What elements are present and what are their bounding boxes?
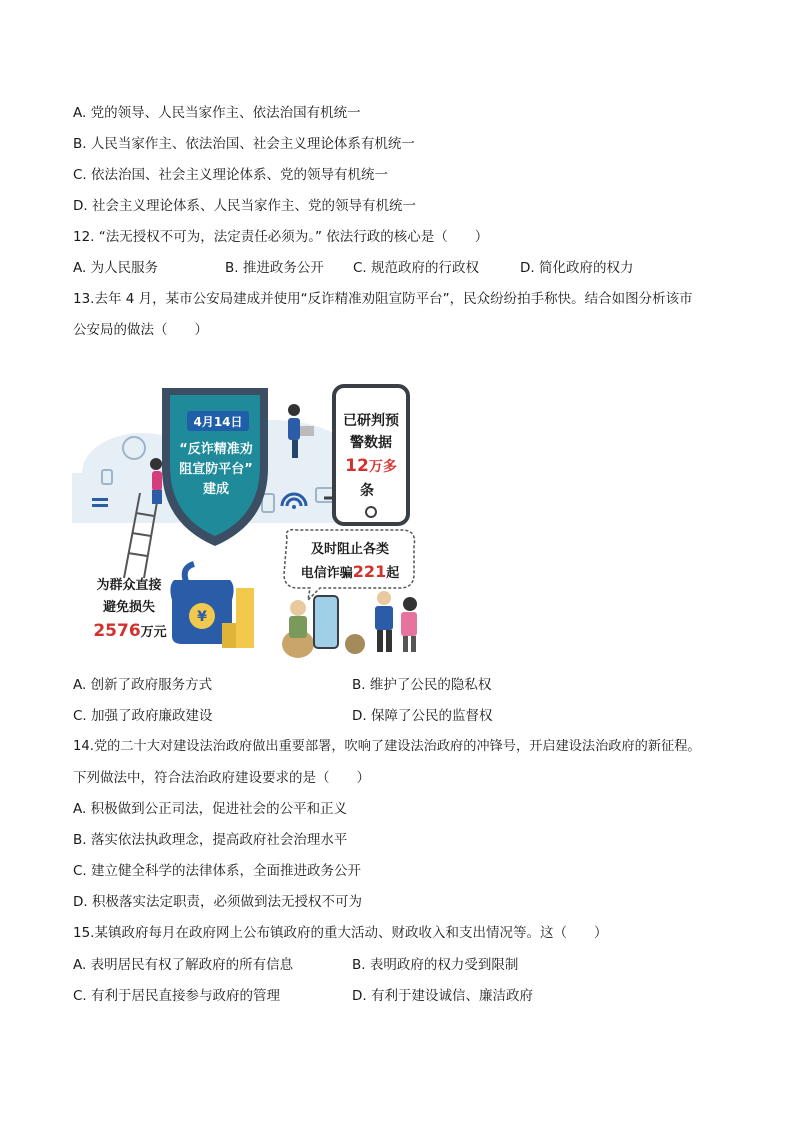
q14-stem-line2: 下列做法中，符合法治政府建设要求的是（ ） — [73, 770, 370, 786]
q15-option-a: A. 表明居民有权了解政府的所有信息 — [73, 957, 294, 973]
anti-fraud-infographic — [72, 378, 424, 663]
bubble-prefix: 电信诈骗 — [300, 566, 353, 581]
q14-stem-line1: 14.党的二十大对建设法治政府做出重要部署，吹响了建设法治政府的冲锋号，开启建设法治政府的新征程。 — [73, 739, 701, 754]
phone-number: 12 — [345, 456, 369, 476]
bubble-line2 — [286, 562, 414, 584]
q11-option-c: C. 依法治国、社会主义理论体系、党的领导有机统一 — [73, 167, 389, 183]
q15-option-d: D. 有利于建设诚信、廉洁政府 — [352, 988, 533, 1004]
q13-option-c: C. 加强了政府廉政建设 — [73, 708, 213, 724]
loss-unit: 万元 — [140, 625, 167, 640]
q12-option-c: C. 规范政府的行政权 — [353, 260, 480, 276]
q14-option-c: C. 建立健全科学的法律体系，全面推进政务公开 — [73, 863, 362, 879]
shield-line3: 建成 — [202, 482, 229, 497]
q11-option-b: B. 人民当家作主、依法治国、社会主义理论体系有机统一 — [73, 136, 415, 152]
q12-stem: 12. “法无授权不可为，法定责任必须为。” 依法行政的核心是（ ） — [73, 229, 489, 245]
shield-date: 4月14日 — [193, 415, 243, 429]
q13-option-b: B. 维护了公民的隐私权 — [352, 677, 492, 693]
q14-option-a: A. 积极做到公正司法，促进社会的公平和正义 — [73, 801, 348, 817]
q15-stem: 15.某镇政府每月在政府网上公布镇政府的重大活动、财政收入和支出情况等。这（ ） — [73, 925, 608, 941]
phone-line4: 条 — [360, 483, 374, 499]
q13-option-d: D. 保障了公民的监督权 — [352, 708, 493, 724]
q14-option-b: B. 落实依法执政理念，提高政府社会治理水平 — [73, 832, 348, 848]
shield-line2: 阻宣防平台” — [179, 462, 253, 477]
q14-option-d: D. 积极落实法定职责，必须做到法无授权不可为 — [73, 894, 362, 910]
svg-text:¥: ¥ — [197, 609, 207, 625]
q11-option-a: A. 党的领导、人民当家作主、依法治国有机统一 — [73, 105, 361, 121]
q11-option-d: D. 社会主义理论体系、人民当家作主、党的领导有机统一 — [73, 198, 416, 214]
bubble-line1: 及时阻止各类 — [310, 542, 389, 557]
loss-line2: 避免损失 — [102, 600, 155, 615]
shield-line1: “反诈精准劝 — [179, 442, 253, 457]
phone-unit: 万多 — [368, 459, 397, 475]
q13-stem-line1: 13.去年 4 月，某市公安局建成并使用“反诈精准劝阻宣防平台”，民众纷纷拍手称快。结合如图分析该市 — [73, 291, 693, 307]
q13-option-a: A. 创新了政府服务方式 — [73, 677, 213, 693]
loss-number: 2576 — [93, 621, 141, 641]
q12-option-d: D. 简化政府的权力 — [520, 260, 634, 276]
bubble-unit: 起 — [386, 566, 400, 581]
bubble-number: 221 — [352, 562, 387, 581]
loss-line3 — [78, 620, 182, 644]
loss-line1: 为群众直接 — [96, 578, 162, 593]
q12-option-a: A. 为人民服务 — [73, 260, 159, 276]
q15-option-c: C. 有利于居民直接参与政府的管理 — [73, 988, 281, 1004]
phone-line3 — [336, 454, 406, 479]
phone-line2: 警数据 — [350, 435, 392, 451]
q12-option-b: B. 推进政务公开 — [225, 260, 324, 276]
q15-option-b: B. 表明政府的权力受到限制 — [352, 957, 519, 973]
q13-stem-line2: 公安局的做法（ ） — [73, 322, 208, 338]
phone-line1: 已研判预 — [343, 413, 399, 429]
